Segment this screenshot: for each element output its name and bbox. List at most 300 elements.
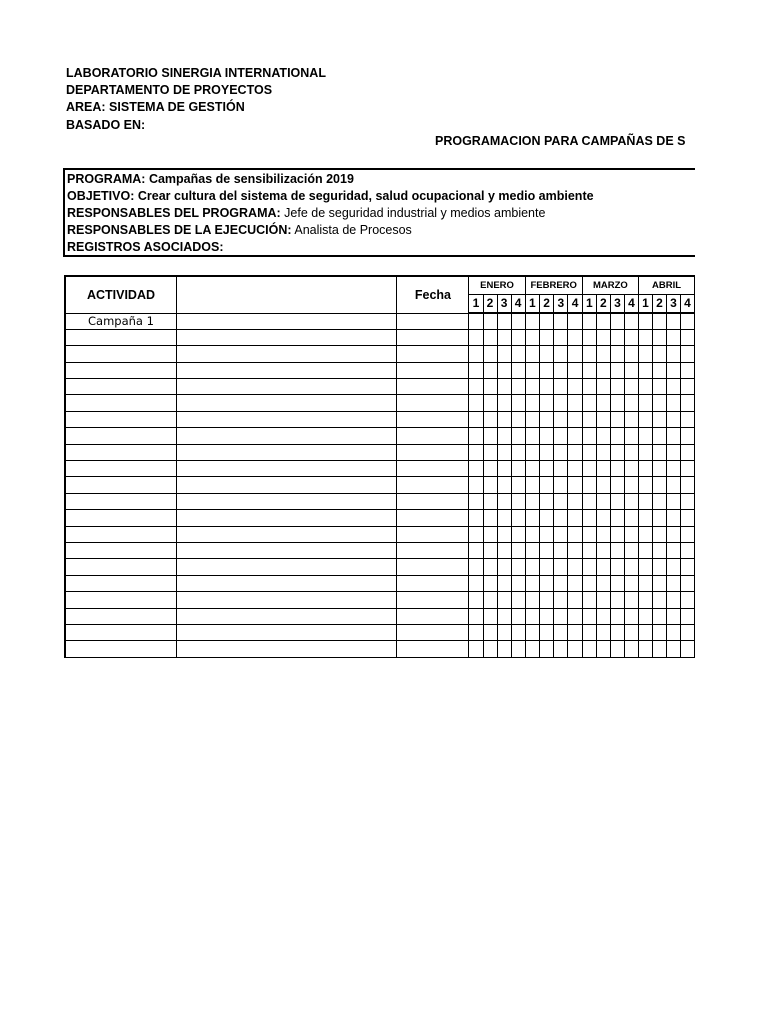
week-cell [610, 313, 624, 329]
week-cell [497, 624, 511, 640]
week-cell [666, 313, 680, 329]
week-cell [652, 592, 666, 608]
table-row [65, 559, 695, 575]
week-cell [610, 575, 624, 591]
week-cell [610, 329, 624, 345]
actividad-cell [65, 559, 176, 575]
week-cell [554, 559, 568, 575]
week-cell [582, 526, 596, 542]
week-cell [483, 477, 497, 493]
week-cell [525, 444, 539, 460]
week-cell [596, 542, 610, 558]
programa-line [67, 171, 354, 188]
week-cell [639, 624, 653, 640]
week-cell [680, 608, 694, 624]
week-cell [596, 641, 610, 657]
table-header-row [65, 276, 695, 294]
actividad-cell [65, 461, 176, 477]
table-row [65, 510, 695, 526]
fecha-cell [397, 641, 469, 657]
week-cell [568, 592, 582, 608]
week-cell [525, 477, 539, 493]
week-cell [483, 411, 497, 427]
table-row [65, 575, 695, 591]
actividad-cell [65, 575, 176, 591]
table-row [65, 428, 695, 444]
description-cell [176, 346, 396, 362]
week-cell [469, 428, 483, 444]
week-cell [554, 624, 568, 640]
week-cell [525, 608, 539, 624]
week-cell [469, 559, 483, 575]
week-cell [652, 526, 666, 542]
week-cell [680, 329, 694, 345]
week-cell [624, 444, 638, 460]
week-cell [469, 444, 483, 460]
week-cell [582, 559, 596, 575]
week-cell [469, 379, 483, 395]
week-cell [639, 575, 653, 591]
week-cell [652, 313, 666, 329]
week-cell [624, 624, 638, 640]
week-header: 1 [582, 294, 596, 313]
week-cell [469, 329, 483, 345]
table-row [65, 493, 695, 509]
objetivo-line [67, 188, 594, 205]
table-row [65, 461, 695, 477]
week-cell [639, 444, 653, 460]
week-cell [680, 592, 694, 608]
week-cell [554, 444, 568, 460]
fecha-cell [397, 395, 469, 411]
actividad-cell [65, 411, 176, 427]
week-cell [539, 444, 553, 460]
week-cell [539, 575, 553, 591]
week-cell [483, 428, 497, 444]
week-cell [539, 461, 553, 477]
week-cell [568, 444, 582, 460]
week-cell [497, 444, 511, 460]
week-cell [624, 362, 638, 378]
actividad-cell: Campaña 1 [65, 313, 176, 329]
week-cell [511, 461, 525, 477]
fecha-cell [397, 444, 469, 460]
week-cell [582, 313, 596, 329]
description-cell [176, 461, 396, 477]
week-cell [511, 395, 525, 411]
week-cell [511, 444, 525, 460]
week-cell [554, 395, 568, 411]
week-cell [610, 542, 624, 558]
week-cell [582, 444, 596, 460]
week-cell [497, 608, 511, 624]
week-cell [497, 395, 511, 411]
table-row [65, 624, 695, 640]
week-cell [610, 526, 624, 542]
week-cell [483, 510, 497, 526]
week-cell [525, 493, 539, 509]
week-cell [582, 575, 596, 591]
week-cell [511, 428, 525, 444]
week-cell [610, 395, 624, 411]
week-cell [666, 395, 680, 411]
week-cell [511, 641, 525, 657]
week-cell [554, 411, 568, 427]
month-header: FEBRERO [525, 276, 582, 294]
week-cell [610, 477, 624, 493]
week-cell [652, 346, 666, 362]
week-cell [511, 379, 525, 395]
week-cell [596, 592, 610, 608]
description-cell [176, 608, 396, 624]
week-cell [469, 461, 483, 477]
week-cell [610, 608, 624, 624]
week-cell [610, 559, 624, 575]
week-cell [483, 526, 497, 542]
week-cell [639, 362, 653, 378]
actividad-cell [65, 624, 176, 640]
week-cell [596, 329, 610, 345]
week-cell [483, 313, 497, 329]
table-row [65, 313, 695, 329]
week-cell [610, 592, 624, 608]
week-cell [497, 510, 511, 526]
fecha-cell [397, 329, 469, 345]
fecha-cell [397, 477, 469, 493]
resp-ejecucion-value: Analista de Procesos [294, 223, 412, 237]
week-cell [568, 461, 582, 477]
week-cell [639, 411, 653, 427]
week-cell [639, 510, 653, 526]
week-cell [511, 477, 525, 493]
week-cell [582, 362, 596, 378]
week-cell [525, 641, 539, 657]
fecha-cell [397, 559, 469, 575]
week-cell [639, 461, 653, 477]
description-cell [176, 428, 396, 444]
description-cell [176, 362, 396, 378]
fecha-cell [397, 575, 469, 591]
week-cell [666, 444, 680, 460]
week-cell [582, 542, 596, 558]
week-cell [469, 526, 483, 542]
basado-en-label: BASADO EN: [66, 118, 146, 132]
week-cell [525, 395, 539, 411]
week-cell [652, 428, 666, 444]
week-cell [469, 313, 483, 329]
week-cell [554, 493, 568, 509]
week-cell [554, 362, 568, 378]
resp-ejecucion-label: RESPONSABLES DE LA EJECUCIÓN: [67, 223, 292, 237]
week-cell [483, 575, 497, 591]
week-cell [568, 411, 582, 427]
week-cell [666, 624, 680, 640]
week-cell [596, 395, 610, 411]
week-cell [469, 510, 483, 526]
week-cell [539, 624, 553, 640]
week-cell [582, 510, 596, 526]
week-cell [554, 346, 568, 362]
actividad-cell [65, 493, 176, 509]
table-row [65, 592, 695, 608]
fecha-cell [397, 428, 469, 444]
week-cell [497, 379, 511, 395]
week-cell [610, 641, 624, 657]
resp-programa-value: Jefe de seguridad industrial y medios ambiente [284, 206, 546, 220]
week-cell [469, 493, 483, 509]
programa-value: Campañas de sensibilización 2019 [148, 172, 354, 186]
week-cell [652, 411, 666, 427]
week-cell [554, 641, 568, 657]
week-cell [568, 362, 582, 378]
resp-programa-line [67, 205, 545, 222]
week-cell [525, 624, 539, 640]
week-cell [525, 428, 539, 444]
week-cell [582, 592, 596, 608]
table-row [65, 444, 695, 460]
company-name: LABORATORIO SINERGIA INTERNATIONAL [66, 66, 326, 80]
week-cell [525, 592, 539, 608]
week-cell [525, 526, 539, 542]
week-cell [666, 362, 680, 378]
week-cell [639, 608, 653, 624]
schedule-table [64, 275, 695, 658]
week-cell [568, 526, 582, 542]
actividad-cell [65, 510, 176, 526]
week-cell [511, 362, 525, 378]
week-cell [610, 493, 624, 509]
week-cell [596, 526, 610, 542]
week-cell [582, 379, 596, 395]
month-header: MARZO [582, 276, 638, 294]
week-cell [582, 395, 596, 411]
week-cell [497, 575, 511, 591]
week-cell [596, 362, 610, 378]
week-cell [511, 329, 525, 345]
week-cell [624, 608, 638, 624]
week-cell [624, 329, 638, 345]
week-header: 3 [610, 294, 624, 313]
week-cell [582, 608, 596, 624]
week-cell [624, 313, 638, 329]
week-cell [539, 542, 553, 558]
week-cell [596, 559, 610, 575]
week-cell [582, 477, 596, 493]
week-cell [582, 624, 596, 640]
week-cell [652, 575, 666, 591]
week-cell [666, 379, 680, 395]
actividad-cell [65, 444, 176, 460]
week-cell [639, 559, 653, 575]
week-cell [680, 379, 694, 395]
week-cell [610, 461, 624, 477]
week-cell [624, 510, 638, 526]
week-cell [497, 641, 511, 657]
week-cell [568, 575, 582, 591]
week-cell [483, 329, 497, 345]
description-cell [176, 526, 396, 542]
objetivo-label: OBJETIVO: [67, 189, 135, 203]
week-cell [639, 641, 653, 657]
week-cell [469, 395, 483, 411]
week-cell [680, 641, 694, 657]
week-cell [596, 624, 610, 640]
fecha-cell [397, 624, 469, 640]
week-cell [639, 329, 653, 345]
week-cell [554, 477, 568, 493]
week-cell [483, 608, 497, 624]
week-cell [511, 592, 525, 608]
week-cell [639, 477, 653, 493]
description-cell [176, 592, 396, 608]
week-cell [639, 395, 653, 411]
week-cell [539, 379, 553, 395]
table-row [65, 641, 695, 657]
week-cell [624, 641, 638, 657]
program-title: PROGRAMACION PARA CAMPAÑAS DE S [435, 134, 686, 148]
week-cell [483, 444, 497, 460]
week-cell [610, 379, 624, 395]
week-cell [568, 395, 582, 411]
week-cell [624, 477, 638, 493]
week-cell [610, 624, 624, 640]
week-cell [624, 461, 638, 477]
week-cell [624, 346, 638, 362]
week-cell [624, 575, 638, 591]
week-cell [469, 575, 483, 591]
week-cell [680, 313, 694, 329]
week-cell [680, 346, 694, 362]
week-cell [497, 526, 511, 542]
fecha-cell [397, 493, 469, 509]
week-cell [511, 411, 525, 427]
week-cell [596, 493, 610, 509]
week-cell [639, 428, 653, 444]
week-cell [497, 313, 511, 329]
week-cell [596, 313, 610, 329]
week-cell [539, 592, 553, 608]
fecha-cell [397, 411, 469, 427]
week-cell [511, 575, 525, 591]
week-cell [596, 379, 610, 395]
actividad-cell [65, 346, 176, 362]
week-cell [539, 493, 553, 509]
week-cell [497, 411, 511, 427]
description-cell [176, 641, 396, 657]
week-cell [568, 624, 582, 640]
week-cell [554, 461, 568, 477]
week-cell [568, 493, 582, 509]
resp-ejecucion-line [67, 222, 412, 239]
description-cell [176, 395, 396, 411]
week-cell [624, 411, 638, 427]
week-cell [554, 428, 568, 444]
week-cell [511, 608, 525, 624]
week-cell [483, 362, 497, 378]
week-cell [680, 362, 694, 378]
month-header: ABRIL [639, 276, 695, 294]
week-cell [539, 608, 553, 624]
week-cell [554, 379, 568, 395]
week-cell [652, 461, 666, 477]
week-cell [624, 592, 638, 608]
week-cell [568, 477, 582, 493]
week-cell [497, 329, 511, 345]
week-cell [680, 526, 694, 542]
week-cell [483, 493, 497, 509]
week-cell [624, 493, 638, 509]
week-cell [539, 641, 553, 657]
week-cell [511, 510, 525, 526]
week-cell [525, 575, 539, 591]
week-cell [554, 313, 568, 329]
week-cell [652, 624, 666, 640]
week-cell [525, 411, 539, 427]
week-cell [483, 346, 497, 362]
week-cell [568, 608, 582, 624]
week-cell [610, 444, 624, 460]
fecha-cell [397, 526, 469, 542]
week-cell [511, 624, 525, 640]
week-header: 3 [554, 294, 568, 313]
fecha-cell [397, 346, 469, 362]
actividad-cell [65, 641, 176, 657]
week-cell [582, 428, 596, 444]
week-cell [554, 592, 568, 608]
actividad-cell [65, 379, 176, 395]
week-cell [610, 510, 624, 526]
description-cell [176, 379, 396, 395]
actividad-cell [65, 526, 176, 542]
week-cell [568, 428, 582, 444]
week-cell [652, 641, 666, 657]
week-cell [666, 346, 680, 362]
week-cell [680, 559, 694, 575]
actividad-header: ACTIVIDAD [65, 276, 176, 313]
week-cell [624, 395, 638, 411]
week-cell [666, 329, 680, 345]
actividad-cell [65, 542, 176, 558]
week-cell [539, 313, 553, 329]
week-cell [652, 362, 666, 378]
actividad-cell [65, 329, 176, 345]
blank-header [176, 276, 396, 313]
week-cell [666, 428, 680, 444]
table-row [65, 526, 695, 542]
week-cell [511, 493, 525, 509]
fecha-cell [397, 313, 469, 329]
week-cell [680, 428, 694, 444]
week-cell [497, 346, 511, 362]
week-cell [539, 559, 553, 575]
week-cell [539, 510, 553, 526]
week-cell [525, 329, 539, 345]
week-cell [610, 346, 624, 362]
description-cell [176, 510, 396, 526]
week-cell [596, 444, 610, 460]
week-header: 1 [525, 294, 539, 313]
week-cell [639, 542, 653, 558]
week-cell [596, 411, 610, 427]
week-cell [639, 493, 653, 509]
week-cell [539, 346, 553, 362]
fecha-cell [397, 362, 469, 378]
week-cell [666, 477, 680, 493]
description-cell [176, 559, 396, 575]
week-cell [568, 329, 582, 345]
week-cell [639, 526, 653, 542]
week-cell [511, 559, 525, 575]
